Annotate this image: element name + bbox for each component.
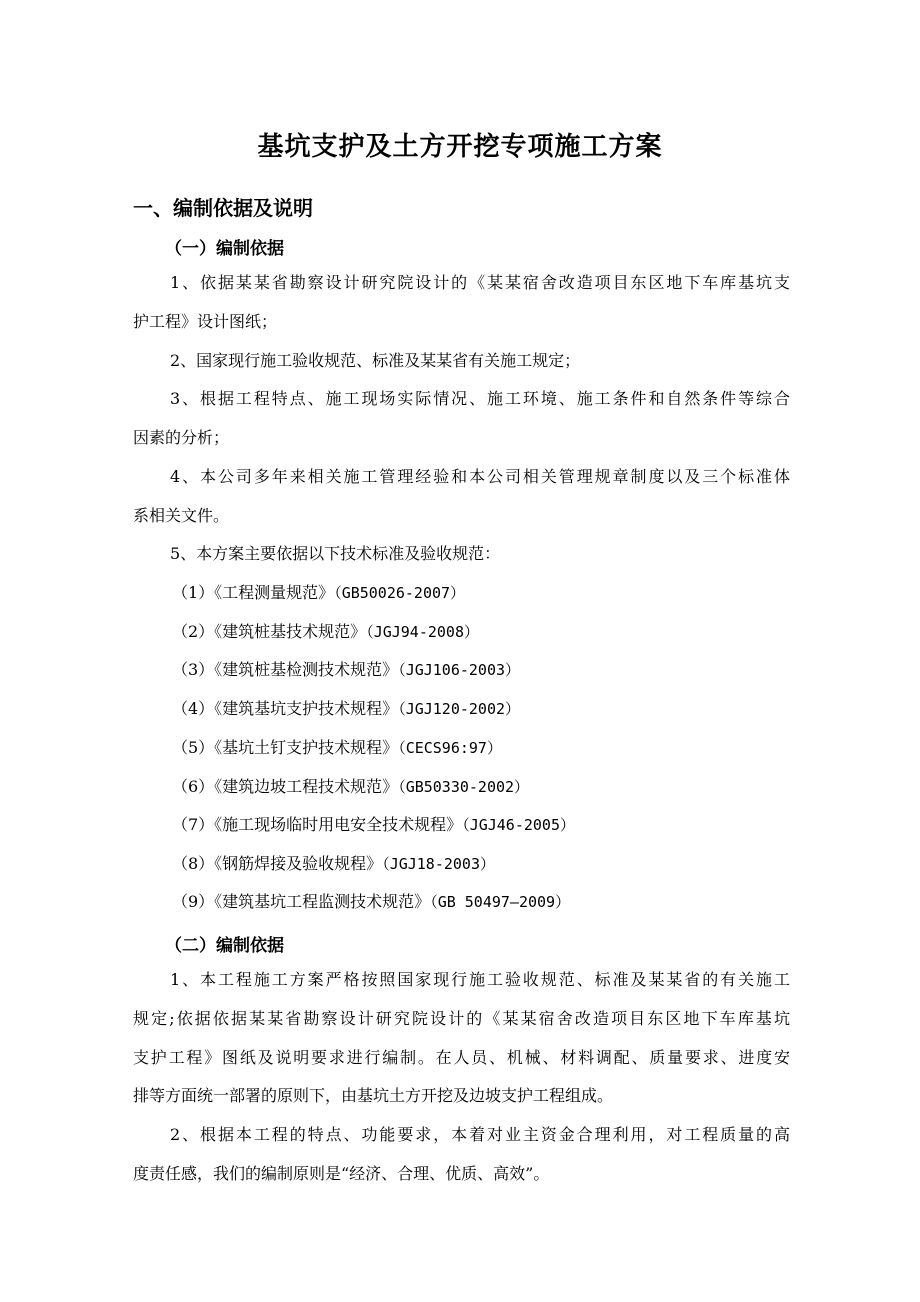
paragraph-line: 因素的分析；: [133, 428, 230, 447]
list-item: [172, 777, 529, 797]
list-item: [172, 583, 465, 603]
standard-code: （JGJ46-2005）: [462, 816, 575, 834]
standard-name: （5）《基坑土钉支护技术规程》: [172, 738, 399, 757]
paragraph-line: 2、根据本工程的特点、功能要求，本着对业主资金合理利用，对工程质量的高: [170, 1125, 790, 1144]
paragraph-line: 4、本公司多年来相关施工管理经验和本公司相关管理规章制度以及三个标准体: [170, 467, 790, 486]
list-item: [172, 622, 479, 642]
standard-name: （8）《钢筋焊接及验收规程》: [172, 854, 383, 873]
list-item: [172, 892, 570, 912]
list-item: [172, 815, 575, 835]
standard-name: （4）《建筑基坑支护技术规程》: [172, 699, 399, 718]
document-title: 基坑支护及土方开挖专项施工方案: [257, 132, 663, 162]
subsection-heading: （二）编制依据: [165, 936, 284, 956]
standard-name: （1）《工程测量规范》: [172, 583, 335, 602]
paragraph-line: 5、本方案主要依据以下技术标准及验收规范：: [170, 544, 501, 563]
standard-name: （9）《建筑基坑工程监测技术规范》: [172, 892, 431, 911]
standard-code: （JGJ94-2008）: [366, 623, 479, 641]
standard-code: （GB 50497—2009）: [430, 893, 571, 911]
paragraph-line: 1、依据某某省勘察设计研究院设计的《某某宿舍改造项目东区地下车库基坑支: [170, 273, 790, 292]
standard-code: （JGJ18-2003）: [382, 855, 495, 873]
paragraph-line: 系相关文件。: [133, 506, 230, 525]
list-item: [172, 738, 502, 758]
list-item: [172, 660, 520, 680]
paragraph-line: 1、本工程施工方案严格按照国家现行施工验收规范、标准及某某省的有关施工: [170, 970, 790, 989]
paragraph-line: 护工程》设计图纸；: [133, 312, 278, 331]
list-item: [172, 699, 520, 719]
subsection-heading: （一）编制依据: [165, 239, 284, 259]
standard-code: （GB50026-2007）: [334, 584, 466, 602]
standard-name: （6）《建筑边坡工程技术规范》: [172, 777, 399, 796]
standard-name: （3）《建筑桩基检测技术规范》: [172, 660, 399, 679]
paragraph-line: 排等方面统一部署的原则下，由基坑土方开挖及边坡支护工程组成。: [133, 1086, 614, 1105]
list-item: [172, 854, 495, 874]
section-heading: 一、编制依据及说明: [133, 196, 313, 220]
paragraph-line: 规定;依据依据某某省勘察设计研究院设计的《某某宿舍改造项目东区地下车库基坑: [133, 1009, 790, 1028]
standard-code: （GB50330-2002）: [398, 778, 530, 796]
standard-code: （JGJ120-2002）: [398, 700, 521, 718]
standard-name: （2）《建筑桩基技术规范》: [172, 622, 367, 641]
standard-code: （JGJ106-2003）: [398, 661, 521, 679]
standard-name: （7）《施工现场临时用电安全技术规程》: [172, 815, 463, 834]
paragraph-line: 支护工程》图纸及说明要求进行编制。在人员、机械、材料调配、质量要求、进度安: [133, 1048, 790, 1067]
standard-code: （CECS96:97）: [398, 739, 502, 757]
paragraph-line: 度责任感，我们的编制原则是“经济、合理、优质、高效”。: [133, 1164, 550, 1183]
paragraph-line: 3、根据工程特点、施工现场实际情况、施工环境、施工条件和自然条件等综合: [170, 389, 790, 408]
paragraph-line: 2、国家现行施工验收规范、标准及某某省有关施工规定；: [170, 351, 581, 370]
